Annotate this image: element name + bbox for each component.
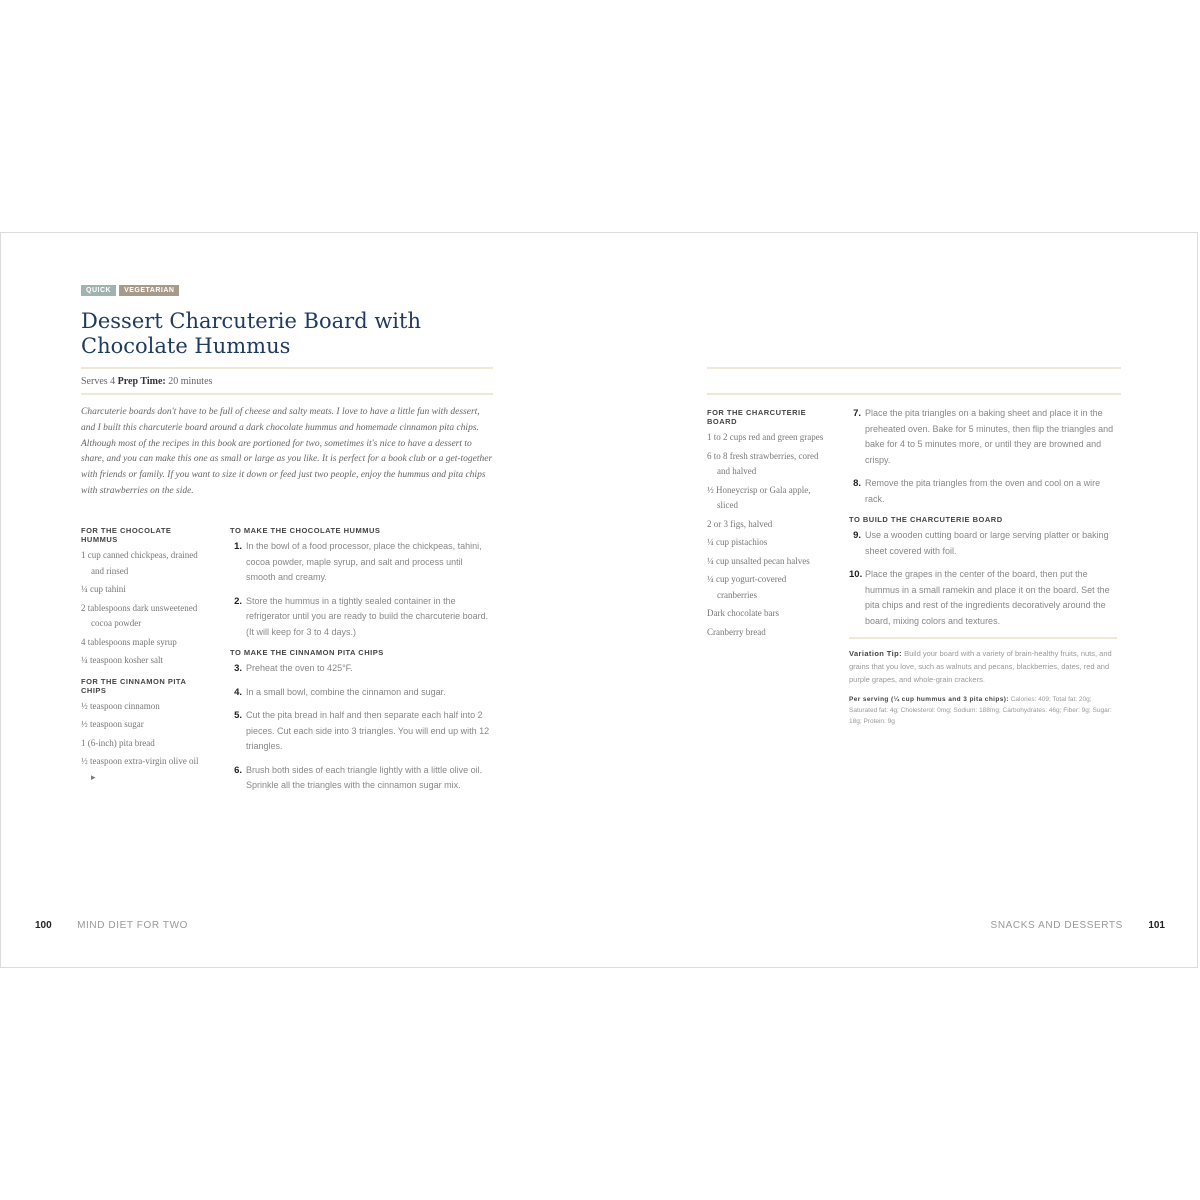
hummus-ingredients-heading: FOR THE CHOCOLATE HUMMUS <box>81 526 172 544</box>
tip-rule <box>849 637 1117 639</box>
board-ingredients-heading: FOR THE CHARCUTERIE BOARD <box>707 408 807 426</box>
ingredient: 1 to 2 cups red and green grapes <box>707 432 824 442</box>
ingredient: ½ Honeycrisp or Gala apple, sliced <box>707 484 811 510</box>
prep-label: Prep Time: <box>117 376 166 387</box>
title-rule-left <box>81 367 493 369</box>
ingredient: 2 or 3 figs, halved <box>707 518 773 529</box>
step: 7. Place the pita triangles on a baking sheet and place it in the preheated oven. Bake for 5 minutes, then flip the triangles and bake for 4 to 5 minutes more, or until they are browned and crispy. <box>853 408 1114 465</box>
make-hummus-heading: TO MAKE THE CHOCOLATE HUMMUS <box>230 526 381 535</box>
ingredient: 1 (6-inch) pita bread <box>81 737 155 748</box>
prep-value: 20 minutes <box>168 376 213 387</box>
step: 8. Remove the pita triangles from the oven and cool on a wire rack. <box>853 478 1101 504</box>
ingredient: 6 to 8 fresh strawberries, cored and halved <box>707 450 819 476</box>
serves-line <box>81 376 212 387</box>
step: 1. In the bowl of a food processor, place the chickpeas, tahini, cocoa powder, maple syrup, and salt and process until smooth and creamy. <box>234 541 482 582</box>
ingredient: 4 tablespoons maple syrup <box>81 636 177 647</box>
book-title-footer: MIND DIET FOR TWO <box>77 920 189 931</box>
page-number-left: 100 <box>35 920 52 931</box>
ingredient: ½ teaspoon sugar <box>81 719 144 729</box>
build-board-heading: TO BUILD THE CHARCUTERIE BOARD <box>849 515 1003 524</box>
book-spread <box>0 232 1198 968</box>
footer-left <box>35 920 188 931</box>
pita-ingredients-heading: FOR THE CINNAMON PITA CHIPS <box>81 676 187 695</box>
ingredient: ¼ cup unsalted pecan halves <box>707 555 810 566</box>
ingredient: 1 cup canned chickpeas, drained and rinsed <box>81 550 198 576</box>
variation-tip-label: Variation Tip: <box>849 649 902 658</box>
title-rule-right <box>707 367 1121 369</box>
step: 6. Brush both sides of each triangle lightly with a little olive oil. Sprinkle all the triangles with the cinnamon sugar mix. <box>234 764 483 790</box>
variation-tip <box>849 647 1121 686</box>
page-number-right: 101 <box>1148 920 1165 931</box>
top-rule-right <box>707 393 1121 395</box>
ingredient: ¼ cup yogurt-covered cranberries <box>707 574 787 600</box>
make-chips-heading: TO MAKE THE CINNAMON PITA CHIPS <box>230 648 384 657</box>
tag-quick: QUICK <box>81 285 116 296</box>
step: 2. Store the hummus in a tightly sealed container in the refrigerator until you are ready to build the charcuterie board. (It will keep for 3 to 4 days.) <box>234 595 489 637</box>
step: 5. Cut the pita bread in half and then separate each half into 2 pieces. Cut each side into 3 triangles. You will end up with 12 triangles. <box>234 710 490 751</box>
footer-right <box>991 920 1165 931</box>
ingredient: ¼ teaspoon kosher salt <box>81 655 163 665</box>
chapter-title-footer: SNACKS AND DESSERTS <box>990 920 1123 931</box>
nutrition-label: Per serving (¼ cup hummus and 3 pita chips): <box>849 696 1009 703</box>
serves-text: Serves 4 <box>81 376 116 387</box>
nutrition-text: Calories: 409; Total fat: 20g; Saturated fat: 4g; Cholesterol: 0mg; Sodium: 188mg; Carbohydrates: 46g; Fiber: 9g; Sugar: 18g; Protein: 9g <box>849 696 1112 725</box>
board-ingredients <box>707 408 827 643</box>
ingredient: ¼ cup tahini <box>81 584 126 594</box>
ingredient: 2 tablespoons dark unsweetened cocoa powder <box>81 602 198 628</box>
recipe-tags <box>81 285 179 296</box>
recipe-title: Dessert Charcuterie Board with Chocolate Hummus <box>81 309 421 358</box>
step: 4. In a small bowl, combine the cinnamon and sugar. <box>234 686 446 698</box>
left-instructions <box>230 526 493 802</box>
serves-rule <box>81 393 493 395</box>
step: 9. Use a wooden cutting board or large serving platter or baking sheet covered with foil. <box>853 530 1109 556</box>
tag-vegetarian: VEGETARIAN <box>119 285 179 296</box>
recipe-intro: Charcuterie boards don't have to be full of cheese and salty meats. I love to have a little fun with dessert, and I built this charcuterie board around a dark chocolate hummus and homemade cinnamon pita chips. Although most of the recipes in this book are portioned for two, sometimes it's nice to have a dessert to share, and you can make this one as small or large as you like. It is perfect for a book club or a get-together with friends or family. If you want to size it down or feed just two people, enjoy the hummus and pita chips with strawberries on the side. <box>81 407 493 496</box>
ingredient: Cranberry bread <box>707 626 766 637</box>
nutrition-info <box>849 694 1121 727</box>
ingredient: ¼ cup pistachios <box>707 537 768 547</box>
ingredient: ½ teaspoon cinnamon <box>81 700 160 711</box>
step: 10. Place the grapes in the center of the board, then put the hummus in a small ramekin and place it on the board. Set the pita chips and rest of the ingredients decoratively around the board, mixing colors and textures. <box>849 569 1110 626</box>
left-ingredients <box>81 526 199 788</box>
ingredient: Dark chocolate bars <box>707 608 779 618</box>
ingredient: ½ teaspoon extra-virgin olive oil ▸ <box>81 756 199 782</box>
variation-tip-text: Build your board with a variety of brain-healthy fruits, nuts, and grains that you love, such as walnuts and pecans, blackberries, dates, red and purple grapes, and whole-grain crackers. <box>849 649 1112 684</box>
step: 3. Preheat the oven to 425°F. <box>234 663 353 674</box>
right-instructions <box>849 406 1121 727</box>
